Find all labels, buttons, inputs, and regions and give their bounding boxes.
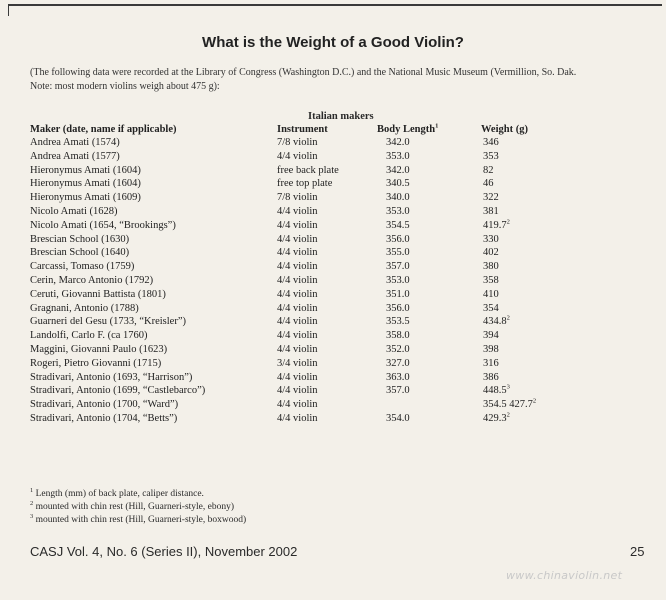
table-row [0, 275, 666, 289]
instrument-cell: 4/4 violin [277, 261, 318, 273]
instrument-cell: 4/4 violin [277, 233, 318, 245]
instrument-cell: free top plate [277, 178, 333, 190]
body-length-cell: 354.5 [386, 219, 410, 231]
header-body-length [377, 124, 438, 135]
weight-cell [483, 344, 499, 355]
weight-value: 419.7 [483, 219, 507, 231]
weight-cell [483, 178, 494, 189]
weight-value: 353 [483, 150, 499, 162]
weight-value: 429.3 [483, 412, 507, 424]
maker-cell: Carcassi, Tomaso (1759) [30, 261, 135, 273]
body-length-cell: 340.0 [386, 192, 410, 204]
instrument-cell: 4/4 violin [277, 330, 318, 342]
instrument-cell: 4/4 violin [277, 343, 318, 355]
instrument-cell: 4/4 violin [277, 247, 318, 259]
weight-cell [483, 165, 494, 176]
table-row [0, 234, 666, 248]
weight-cell [483, 275, 499, 286]
table-row [0, 372, 666, 386]
table-row [0, 151, 666, 165]
weight-value: 410 [483, 288, 499, 300]
table-row [0, 330, 666, 344]
body-length-cell: 363.0 [386, 371, 410, 383]
footnote-text: Length (mm) of back plate, caliper distance. [35, 489, 204, 499]
maker-cell: Maggini, Giovanni Paulo (1623) [30, 343, 168, 355]
maker-cell: Gragnani, Antonio (1788) [30, 302, 139, 314]
body-length-cell: 353.0 [386, 150, 410, 162]
weight-value: 386 [483, 371, 499, 383]
table-row [0, 316, 666, 330]
instrument-cell: 4/4 violin [277, 150, 318, 162]
weight-value: 354.5 427.7 [483, 399, 533, 411]
instrument-cell: 4/4 violin [277, 399, 318, 411]
instrument-cell: 4/4 violin [277, 371, 318, 383]
corner-rule [8, 4, 9, 16]
header-instrument: Instrument [277, 124, 328, 135]
weight-cell [483, 330, 499, 341]
maker-cell: Andrea Amati (1574) [30, 137, 120, 148]
maker-cell: Ceruti, Giovanni Battista (1801) [30, 288, 166, 300]
weight-value: 46 [483, 178, 494, 190]
body-length-cell: 352.0 [386, 343, 410, 355]
page-title: What is the Weight of a Good Violin? [202, 34, 464, 51]
header-weight: Weight (g) [481, 124, 528, 135]
table-row [0, 399, 666, 413]
weight-value: 346 [483, 137, 499, 148]
weight-cell [483, 372, 499, 383]
footnote-text: mounted with chin rest (Hill, Guarneri-style, boxwood) [35, 515, 247, 525]
weight-cell [483, 358, 499, 369]
intro-line: (The following data were recorded at the Library of Congress (Washington D.C.) and the National Music Museum (Vermillion, So. Dak. [30, 67, 577, 78]
body-length-cell: 342.0 [386, 164, 410, 176]
instrument-cell: 7/8 violin [277, 137, 318, 148]
footnote-mark: 2 [506, 411, 510, 419]
instrument-cell: 4/4 violin [277, 302, 318, 314]
header-maker: Maker (date, name if applicable) [30, 124, 177, 135]
instrument-cell: 4/4 violin [277, 274, 318, 286]
body-length-cell: 354.0 [386, 412, 410, 424]
table-group-header: Italian makers [308, 111, 374, 122]
table-row [0, 413, 666, 427]
body-length-cell: 353.0 [386, 205, 410, 217]
instrument-cell: 7/8 violin [277, 192, 318, 204]
weight-cell [483, 413, 510, 424]
weight-cell [483, 261, 499, 272]
instrument-cell: 4/4 violin [277, 316, 318, 328]
maker-cell: Cerin, Marco Antonio (1792) [30, 274, 154, 286]
table-row [0, 137, 666, 151]
weight-cell [483, 220, 510, 231]
maker-cell: Hieronymus Amati (1609) [30, 192, 141, 204]
body-length-cell: 357.0 [386, 261, 410, 273]
table-row [0, 206, 666, 220]
weight-value: 448.5 [483, 385, 507, 397]
footnote-mark: 3 [30, 512, 34, 520]
maker-cell: Landolfi, Carlo F. (ca 1760) [30, 330, 148, 342]
maker-cell: Brescian School (1640) [30, 247, 130, 259]
body-length-cell: 351.0 [386, 288, 410, 300]
table-row [0, 261, 666, 275]
maker-cell: Guarneri del Gesu (1733, “Kreisler”) [30, 316, 186, 328]
instrument-cell: 4/4 violin [277, 219, 318, 231]
footnote-mark: 2 [30, 499, 34, 507]
weight-cell [483, 247, 499, 258]
table-row [0, 178, 666, 192]
weight-cell [483, 151, 499, 162]
weight-cell [483, 206, 499, 217]
weight-value: 398 [483, 343, 499, 355]
page-number: 25 [630, 544, 645, 559]
body-length-cell: 355.0 [386, 247, 410, 259]
maker-cell: Andrea Amati (1577) [30, 150, 120, 162]
weight-value: 354 [483, 302, 499, 314]
weight-value: 330 [483, 233, 499, 245]
maker-cell: Hieronymus Amati (1604) [30, 178, 141, 190]
weight-value: 402 [483, 247, 499, 259]
table-row [0, 344, 666, 358]
instrument-cell: 4/4 violin [277, 205, 318, 217]
weight-value: 381 [483, 205, 499, 217]
top-rule [8, 4, 662, 6]
maker-cell: Stradivari, Antonio (1699, “Castlebarco”) [30, 385, 206, 397]
footnote-mark: 2 [532, 397, 537, 405]
table-row [0, 192, 666, 206]
maker-cell: Hieronymus Amati (1604) [30, 164, 141, 176]
weight-cell [483, 234, 499, 245]
weight-cell [483, 399, 536, 410]
maker-cell: Stradivari, Antonio (1700, “Ward”) [30, 399, 179, 411]
body-length-cell: 357.0 [386, 385, 410, 397]
weight-cell [483, 316, 510, 327]
weight-value: 434.8 [483, 316, 507, 328]
weight-value: 380 [483, 261, 499, 273]
footnote-item [30, 514, 246, 527]
table-row [0, 385, 666, 399]
weight-value: 358 [483, 274, 499, 286]
intro-line: Note: most modern violins weigh about 475 g): [30, 81, 220, 92]
footnote-mark: 2 [506, 218, 510, 226]
body-length-cell: 353.0 [386, 274, 410, 286]
weight-cell [483, 303, 499, 314]
table-row [0, 247, 666, 261]
footnote-mark: 1 [435, 122, 439, 130]
body-length-cell: 358.0 [386, 330, 410, 342]
data-table-body [0, 137, 666, 427]
weight-cell [483, 192, 499, 203]
intro-text [30, 66, 660, 94]
maker-cell: Stradivari, Antonio (1693, “Harrison”) [30, 371, 193, 383]
instrument-cell: 4/4 violin [277, 288, 318, 300]
header-body-length-label: Body Length [377, 124, 436, 135]
table-row [0, 165, 666, 179]
weight-cell [483, 137, 499, 148]
body-length-cell: 340.5 [386, 178, 410, 190]
footnotes [30, 488, 246, 527]
instrument-cell: 3/4 violin [277, 357, 318, 369]
body-length-cell: 353.5 [386, 316, 410, 328]
instrument-cell: 4/4 violin [277, 412, 318, 424]
footnote-item [30, 488, 246, 501]
maker-cell: Rogeri, Pietro Giovanni (1715) [30, 357, 162, 369]
body-length-cell: 356.0 [386, 233, 410, 245]
footnote-text: mounted with chin rest (Hill, Guarneri-style, ebony) [35, 502, 235, 512]
weight-value: 316 [483, 357, 499, 369]
table-row [0, 303, 666, 317]
maker-cell: Nicolo Amati (1654, “Brookings”) [30, 219, 176, 231]
maker-cell: Nicolo Amati (1628) [30, 205, 118, 217]
body-length-cell: 327.0 [386, 357, 410, 369]
body-length-cell: 342.0 [386, 137, 410, 148]
table-row [0, 358, 666, 372]
footnote-item [30, 501, 246, 514]
footnote-mark: 2 [506, 314, 510, 322]
footnote-mark: 3 [506, 383, 510, 391]
maker-cell: Brescian School (1630) [30, 233, 130, 245]
body-length-cell: 356.0 [386, 302, 410, 314]
weight-value: 322 [483, 192, 499, 204]
footnote-mark: 1 [30, 486, 34, 494]
instrument-cell: free back plate [277, 164, 339, 176]
instrument-cell: 4/4 violin [277, 385, 318, 397]
maker-cell: Stradivari, Antonio (1704, “Betts”) [30, 412, 178, 424]
weight-value: 82 [483, 164, 494, 176]
weight-cell [483, 289, 499, 300]
table-row [0, 289, 666, 303]
journal-citation: CASJ Vol. 4, No. 6 (Series II), November 2002 [30, 544, 298, 559]
weight-cell [483, 385, 510, 396]
watermark-text: www.chinaviolin.net [506, 569, 623, 582]
table-row [0, 220, 666, 234]
weight-value: 394 [483, 330, 499, 342]
